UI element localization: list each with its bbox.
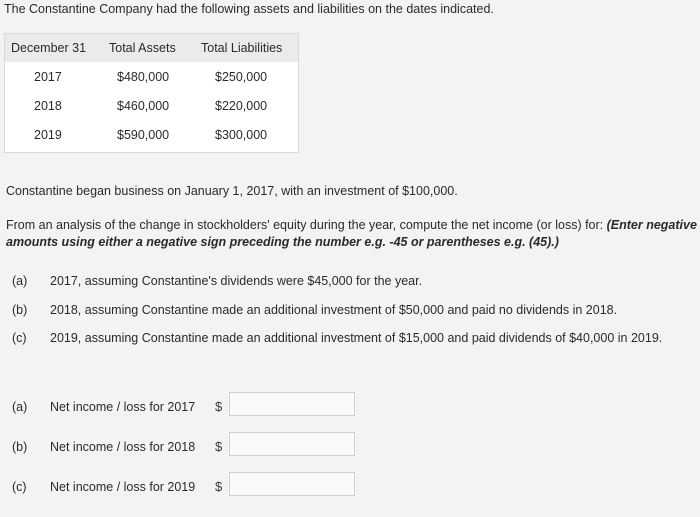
instructions-emphasis: (Enter negative amounts using either a negative sign preceding the number e.g. -45 or parentheses e.g. (45).) [6,218,697,249]
net-income-2019-input[interactable] [229,472,355,496]
dollar-sign: $ [215,439,223,454]
net-income-2018-input[interactable] [229,432,355,456]
answer-letter: (b) [12,440,28,454]
requirement-letter: (c) [12,331,27,345]
table-cell-assets: $590,000 [117,128,170,142]
investment-note: Constantine began business on January 1, 2017, with an investment of $100,000. [6,184,458,198]
table-cell-year: 2019 [34,128,62,142]
answer-letter: (a) [12,400,28,414]
requirement-letter: (b) [12,303,28,317]
answer-label-2017: Net income / loss for 2017 [50,400,196,414]
answer-letter: (c) [12,480,27,494]
answer-label-2018: Net income / loss for 2018 [50,440,196,454]
instructions [6,217,698,251]
requirement-text: 2018, assuming Constantine made an additional investment of $50,000 and paid no dividends in 2018. [50,303,618,317]
header-total-liabilities: Total Liabilities [201,41,283,55]
table-cell-liabilities: $250,000 [215,70,268,84]
dollar-sign: $ [215,399,223,414]
instructions-main: From an analysis of the change in stockholders' equity during the year, compute the net income (or loss) for: [6,218,607,232]
intro-text: The Constantine Company had the following assets and liabilities on the dates indicated. [4,2,494,16]
assets-liabilities-table [4,33,299,153]
requirement-text: 2017, assuming Constantine's dividends were $45,000 for the year. [50,274,423,288]
requirement-text: 2019, assuming Constantine made an additional investment of $15,000 and paid dividends of $40,000 in 2019. [50,331,663,345]
dollar-sign: $ [215,479,223,494]
net-income-2017-input[interactable] [229,392,355,416]
table-cell-assets: $460,000 [117,99,170,113]
requirement-letter: (a) [12,274,28,288]
header-total-assets: Total Assets [109,41,176,55]
table-cell-year: 2018 [34,99,62,113]
table-cell-assets: $480,000 [117,70,170,84]
header-december-31: December 31 [11,41,87,55]
table-cell-year: 2017 [34,70,62,84]
table-cell-liabilities: $220,000 [215,99,268,113]
answer-label-2019: Net income / loss for 2019 [50,480,196,494]
table-cell-liabilities: $300,000 [215,128,268,142]
